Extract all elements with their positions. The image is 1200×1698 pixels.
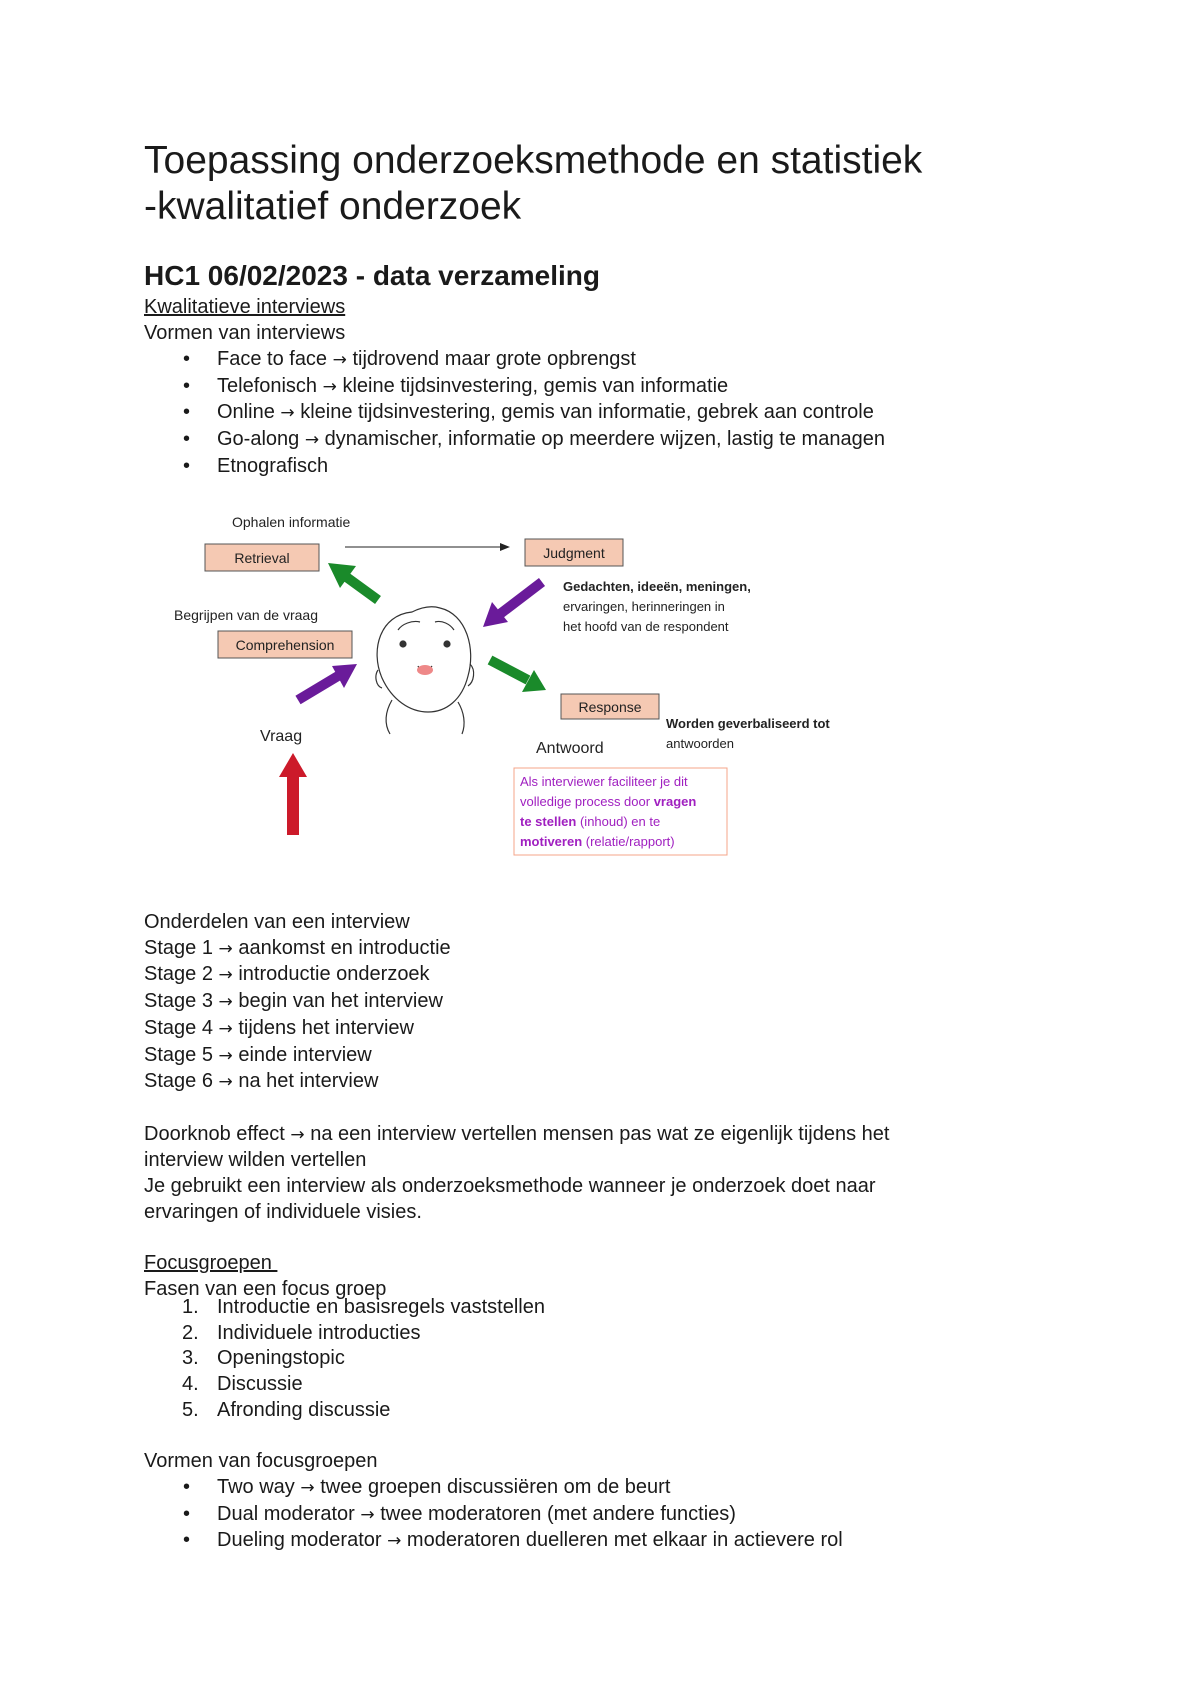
bullet: • bbox=[183, 1476, 191, 1498]
item-desc: kleine tijdsinvestering, gemis van informatie bbox=[342, 374, 729, 397]
focus-forms-list bbox=[144, 1475, 843, 1555]
label-verbaal-1: Worden geverbaliseerd tot bbox=[666, 716, 830, 731]
note-line-1: Als interviewer faciliteer je dit bbox=[520, 774, 688, 789]
item-term: Telefonisch bbox=[217, 374, 318, 397]
doorknob-line-1: Doorknob effect → na een interview vertellen mensen pas wat ze eigenlijk tijdens het bbox=[144, 1122, 890, 1145]
bullet: • bbox=[183, 348, 191, 370]
title-line-2: -kwalitatief onderzoek bbox=[144, 185, 522, 228]
label-antwoord: Antwoord bbox=[536, 740, 604, 757]
arrow-icon: → bbox=[290, 1124, 305, 1145]
label-gedachten-1: Gedachten, ideeën, meningen, bbox=[563, 579, 751, 594]
doorknob-line-4: ervaringen of individuele visies. bbox=[144, 1200, 422, 1223]
list-item: • Dual moderator → twee moderatoren (met andere functies) bbox=[144, 1502, 843, 1529]
list-item: • Two way → twee groepen discussiëren om de beurt bbox=[144, 1475, 843, 1502]
comprehension-label: Comprehension bbox=[235, 637, 335, 653]
stage-row: Stage 3 → begin van het interview bbox=[144, 990, 443, 1013]
focus-forms-intro-block bbox=[144, 1449, 378, 1475]
red-arrow-vraag-icon bbox=[279, 753, 307, 835]
stage-row: Stage 1 → aankomst en introductie bbox=[144, 936, 451, 959]
stage-row: Stage 4 → tijdens het interview bbox=[144, 1016, 414, 1039]
doorknob-line-3: Je gebruikt een interview als onderzoeksmethode wanneer je onderzoek doet naar bbox=[144, 1175, 876, 1198]
label-vraag: Vraag bbox=[260, 728, 303, 745]
mouth-icon bbox=[417, 665, 433, 675]
label-gedachten-3: het hoofd van de respondent bbox=[563, 619, 729, 634]
purple-arrow-judgment-icon bbox=[483, 582, 542, 627]
parts-section bbox=[144, 910, 889, 1303]
item-term: Etnografisch bbox=[217, 454, 329, 477]
note-line-2: volledige process door vragen bbox=[520, 794, 697, 809]
purple-arrow-comprehension-icon bbox=[298, 664, 357, 700]
list-item: • Dueling moderator → moderatoren duelleren met elkaar in actievere rol bbox=[144, 1528, 843, 1555]
connector-arrowhead bbox=[500, 543, 510, 551]
lecture-heading: HC1 06/02/2023 - data verzameling bbox=[144, 260, 601, 291]
arrow-icon: → bbox=[322, 376, 337, 397]
bullet: • bbox=[183, 374, 191, 397]
focus-heading: Focusgroepen bbox=[144, 1252, 278, 1275]
arrow-icon: → bbox=[218, 1072, 233, 1093]
stage-row: Stage 6 → na het interview bbox=[144, 1070, 379, 1093]
list-item: 3. Openingstopic bbox=[182, 1347, 345, 1370]
arrow-icon: → bbox=[360, 1504, 375, 1525]
bullet: • bbox=[183, 454, 191, 477]
bullet: • bbox=[183, 401, 191, 424]
response-label: Response bbox=[578, 699, 642, 715]
list-item: 2. Individuele introducties bbox=[182, 1321, 421, 1344]
list-item: 5. Afronding discussie bbox=[182, 1398, 391, 1421]
green-arrow-retrieval-icon bbox=[328, 563, 378, 600]
note-line-4: motiveren (relatie/rapport) bbox=[520, 834, 675, 849]
label-begrijpen: Begrijpen van de vraag bbox=[174, 607, 318, 623]
focus-phases-list bbox=[144, 1295, 545, 1424]
bullet: • bbox=[183, 1529, 191, 1552]
arrow-icon: → bbox=[218, 938, 233, 959]
arrow-icon: → bbox=[304, 430, 320, 451]
note-line-3: te stellen (inhoud) en te bbox=[520, 814, 661, 829]
arrow-icon: → bbox=[300, 1478, 315, 1498]
arrow-icon: → bbox=[218, 965, 233, 986]
stage-row: Stage 5 → einde interview bbox=[144, 1043, 372, 1066]
arrow-icon: → bbox=[387, 1531, 402, 1552]
arrow-icon: → bbox=[218, 1018, 233, 1039]
parts-intro: Onderdelen van een interview bbox=[144, 911, 410, 933]
bullet: • bbox=[183, 1502, 191, 1525]
judgment-label: Judgment bbox=[543, 545, 605, 561]
focus-phases-intro: Fasen van een focus groep bbox=[144, 1277, 387, 1300]
label-verbaal-2: antwoorden bbox=[666, 736, 734, 751]
green-arrow-response-icon bbox=[490, 660, 546, 692]
item-desc: tijdrovend maar grote opbrengst bbox=[352, 348, 636, 370]
item-term: Face to face bbox=[217, 348, 328, 370]
focus-forms-intro: Vormen van focusgroepen bbox=[144, 1450, 378, 1472]
title-line-1: Toepassing onderzoeksmethode en statistiek bbox=[144, 139, 923, 182]
interviews-intro: Vormen van interviews bbox=[144, 321, 346, 344]
item-term: Go-along bbox=[217, 428, 300, 451]
arrow-icon: → bbox=[218, 992, 233, 1013]
list-item: 1. Introductie en basisregels vaststellen bbox=[182, 1296, 545, 1318]
arrow-icon: → bbox=[280, 403, 295, 424]
label-gedachten-2: ervaringen, herinneringen in bbox=[563, 599, 725, 614]
bullet: • bbox=[183, 428, 191, 451]
doorknob-line-2: interview wilden vertellen bbox=[144, 1149, 367, 1172]
arrow-icon: → bbox=[218, 1045, 233, 1066]
item-desc: dynamischer, informatie op meerdere wijzen, lastig te managen bbox=[324, 428, 885, 451]
list-item: 4. Discussie bbox=[182, 1373, 303, 1396]
arrow-icon: → bbox=[332, 350, 347, 370]
stage-row: Stage 2 → introductie onderzoek bbox=[144, 963, 430, 986]
interviews-heading: Kwalitatieve interviews bbox=[144, 296, 346, 318]
retrieval-label: Retrieval bbox=[234, 550, 290, 566]
item-desc: kleine tijdsinvestering, gemis van informatie, gebrek aan controle bbox=[300, 401, 874, 424]
label-ophalen: Ophalen informatie bbox=[232, 514, 351, 530]
item-term: Online bbox=[217, 401, 275, 424]
